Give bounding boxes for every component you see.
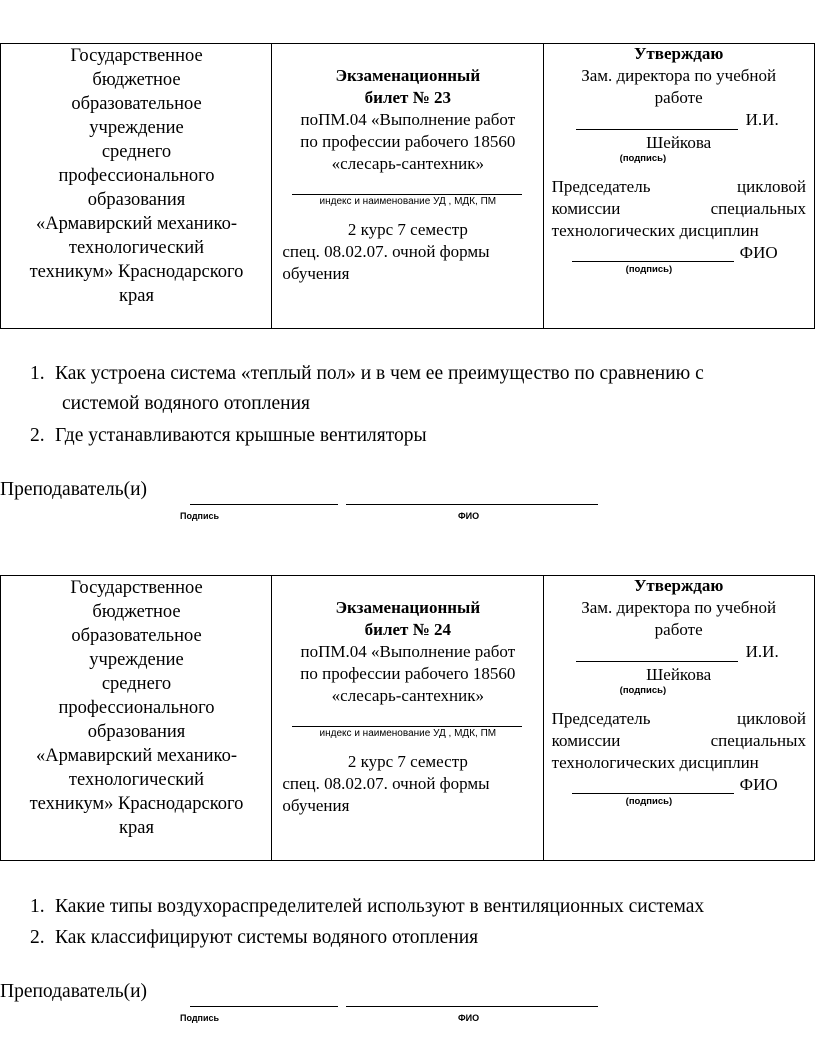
teacher-fio-line: [346, 504, 598, 505]
chair-signature-caption: (подпись): [625, 264, 673, 275]
chair-fio: ФИО: [739, 243, 778, 262]
course-semester: 2 курс 7 семестр: [347, 220, 468, 239]
question-1-text: Как устроена система «теплый пол» и в чем ее преимущество по сравнению с: [55, 363, 704, 384]
chair-signature-line: [572, 261, 734, 262]
module-line-3: «слесарь-сантехник»: [331, 154, 484, 173]
question-2-number: 2.: [30, 425, 45, 446]
ticket-header-table: [0, 575, 815, 861]
deputy-surname: Шейкова: [646, 665, 712, 684]
question-1-number: 1.: [30, 363, 45, 384]
index-caption: индекс и наименование УД , МДК, ПМ: [319, 196, 497, 207]
course-semester: 2 курс 7 семестр: [347, 752, 468, 771]
module-line-3: «слесарь-сантехник»: [331, 686, 484, 705]
question-1-text-cont: системой водяного отопления: [62, 393, 310, 414]
question-1-text: Какие типы воздухораспределителей используют в вентиляционных системах: [55, 896, 705, 917]
index-caption: индекс и наименование УД , МДК, ПМ: [319, 728, 497, 739]
chair-word-2: цикловой: [737, 177, 806, 196]
teacher-signature-line: [190, 1006, 338, 1007]
ticket-info-cell: [272, 576, 543, 860]
ticket-title: Экзаменационный: [335, 598, 481, 617]
deputy-signature-caption: (подпись): [619, 153, 667, 164]
module-line-1: поПМ.04 «Выполнение работ: [300, 642, 516, 661]
module-line-2: по профессии рабочего 18560: [300, 664, 516, 683]
approve-title: Утверждаю: [633, 44, 724, 63]
chair-word-2: цикловой: [737, 709, 806, 728]
chair-word-1: Председатель: [551, 709, 651, 728]
ticket-number: билет № 23: [364, 88, 451, 107]
ticket-number: билет № 24: [364, 620, 451, 639]
teacher-fio-caption: ФИО: [458, 511, 480, 521]
specialty-line-1: спец. 08.02.07. очной формы: [282, 774, 490, 793]
question-2-text: Где устанавливаются крышные вентиляторы: [55, 425, 427, 446]
approve-title: Утверждаю: [633, 576, 724, 595]
institution-name: Государственное бюджетное образовательное учреждение среднего профессионального образования «Армавирский механико- технологический техникум» Краснодарского края: [29, 46, 244, 306]
institution-cell: [1, 576, 272, 860]
teacher-label: Преподаватель(и): [0, 479, 148, 500]
chair-word-3: комиссии: [551, 731, 621, 750]
chair-line-3: технологических дисциплин: [551, 221, 759, 240]
deputy-signature-caption: (подпись): [619, 685, 667, 696]
chair-word-4: специальных: [710, 731, 806, 750]
deputy-signature-line: [576, 661, 738, 662]
module-line-1: поПМ.04 «Выполнение работ: [300, 110, 516, 129]
ticket-title: Экзаменационный: [335, 66, 481, 85]
deputy-line-1: Зам. директора по учебной: [581, 66, 777, 85]
chair-fio: ФИО: [739, 775, 778, 794]
deputy-line-2: работе: [654, 620, 703, 639]
chair-signature-caption: (подпись): [625, 796, 673, 807]
institution-cell: [1, 44, 272, 328]
ticket-header-table: [0, 43, 815, 329]
chair-word-1: Председатель: [551, 177, 651, 196]
chair-word-3: комиссии: [551, 199, 621, 218]
teacher-label: Преподаватель(и): [0, 981, 148, 1002]
question-2-number: 2.: [30, 927, 45, 948]
teacher-signature-caption: Подпись: [180, 1013, 220, 1023]
index-underline: [292, 194, 522, 195]
institution-name: Государственное бюджетное образовательное учреждение среднего профессионального образования «Армавирский механико- технологический техникум» Краснодарского края: [29, 578, 244, 838]
approval-cell: [544, 576, 814, 860]
index-underline: [292, 726, 522, 727]
module-line-2: по профессии рабочего 18560: [300, 132, 516, 151]
teacher-signature-caption: Подпись: [180, 511, 220, 521]
deputy-signature-line: [576, 129, 738, 130]
chair-signature-line: [572, 793, 734, 794]
deputy-initials: И.И.: [745, 110, 779, 129]
deputy-line-1: Зам. директора по учебной: [581, 598, 777, 617]
question-2-text: Как классифицируют системы водяного отопления: [55, 927, 479, 948]
deputy-initials: И.И.: [745, 642, 779, 661]
deputy-surname: Шейкова: [646, 133, 712, 152]
approval-cell: [544, 44, 814, 328]
deputy-line-2: работе: [654, 88, 703, 107]
chair-line-3: технологических дисциплин: [551, 753, 759, 772]
chair-word-4: специальных: [710, 199, 806, 218]
specialty-line-2: обучения: [282, 264, 350, 283]
teacher-fio-line: [346, 1006, 598, 1007]
ticket-info-cell: [272, 44, 543, 328]
specialty-line-2: обучения: [282, 796, 350, 815]
specialty-line-1: спец. 08.02.07. очной формы: [282, 242, 490, 261]
question-1-number: 1.: [30, 896, 45, 917]
teacher-signature-line: [190, 504, 338, 505]
teacher-fio-caption: ФИО: [458, 1013, 480, 1023]
